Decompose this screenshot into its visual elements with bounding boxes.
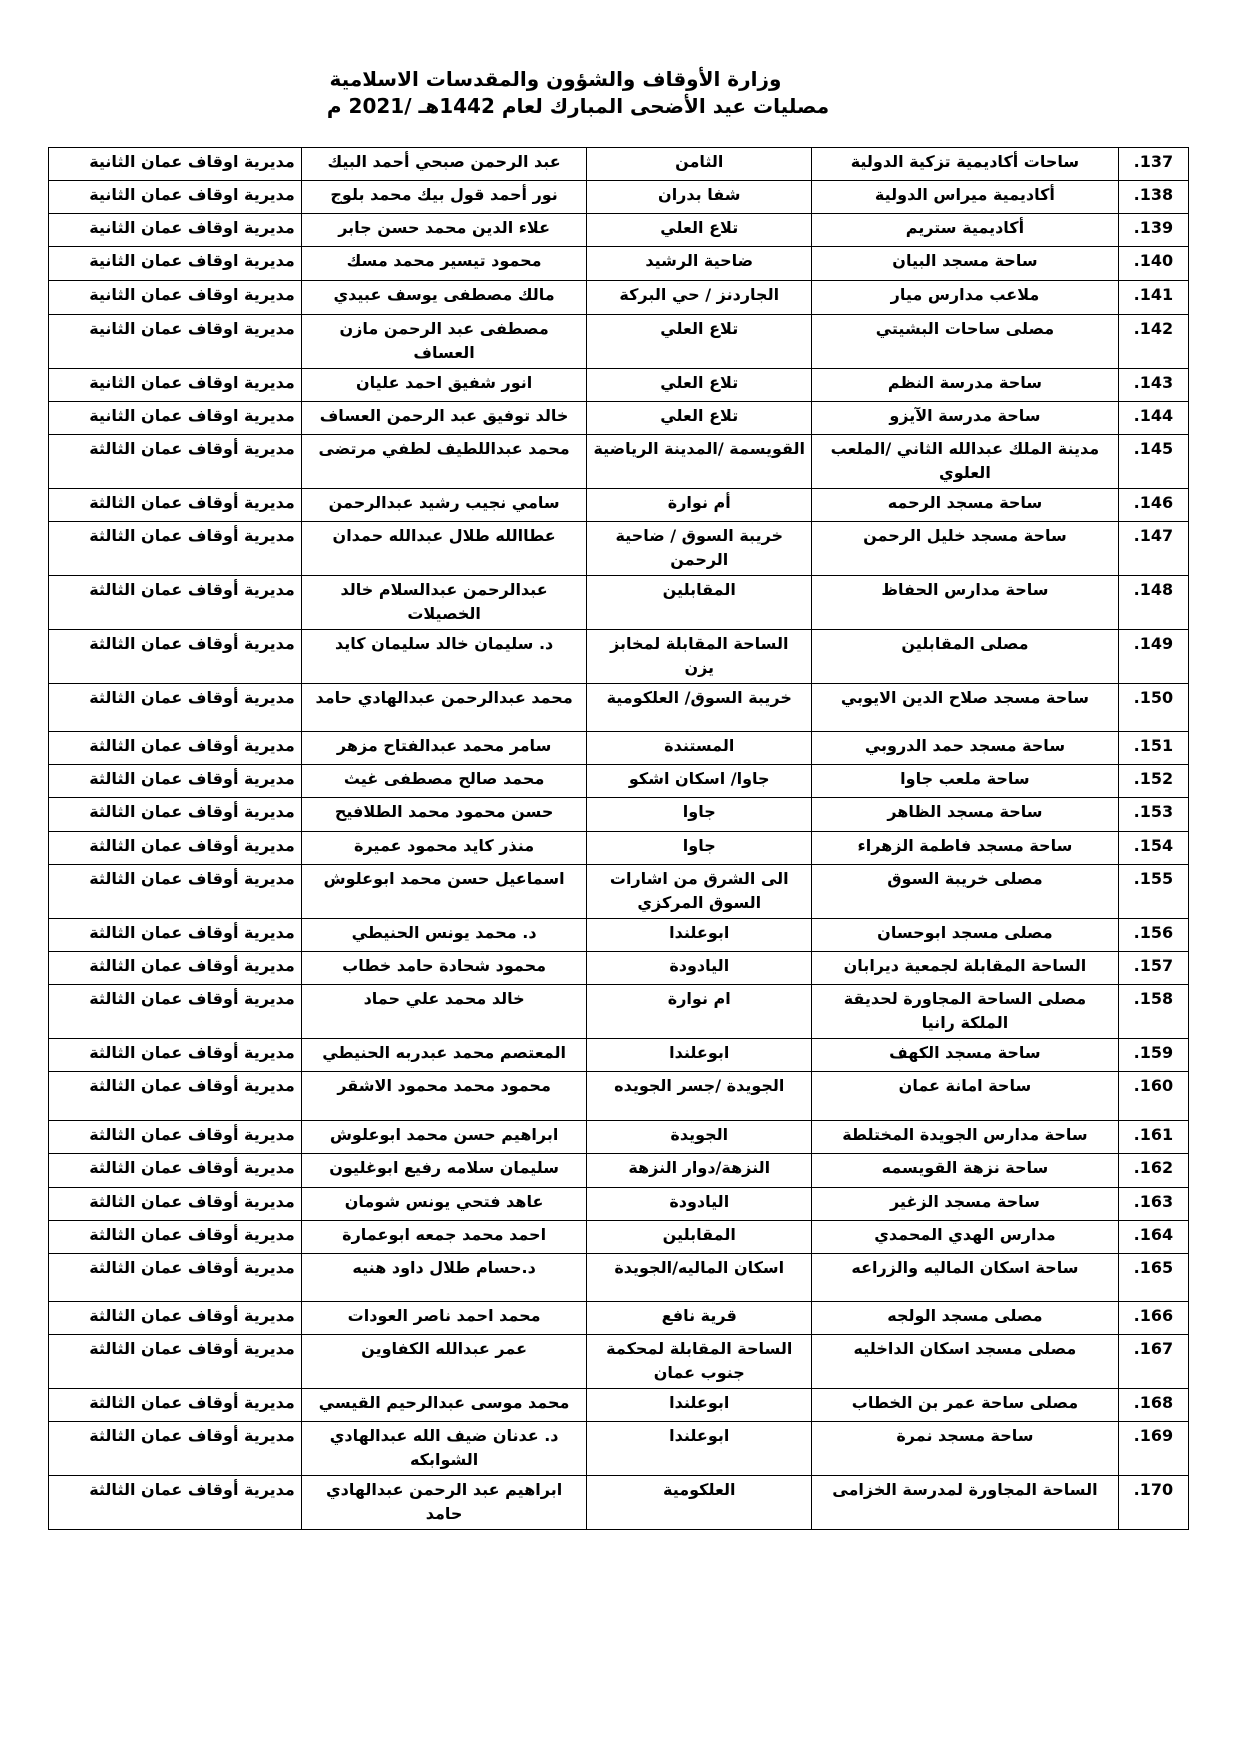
imam-name-cell: ابراهيم عبد الرحمن عبدالهادي حامد: [301, 1476, 587, 1530]
prayer-ground-cell: ساحة مسجد الظاهر: [812, 798, 1119, 832]
row-number-cell: .159: [1118, 1039, 1188, 1072]
imam-name-cell: نور أحمد قول بيك محمد بلوج: [301, 181, 587, 214]
table-row: [49, 181, 1189, 214]
row-number-cell: .158: [1118, 985, 1188, 1039]
row-number-cell: .148: [1118, 576, 1188, 630]
table-row: [49, 1335, 1189, 1389]
row-number-cell: .141: [1118, 281, 1188, 315]
prayer-ground-cell: مصلى مسجد اسكان الداخليه: [812, 1335, 1119, 1389]
row-number-cell: .157: [1118, 952, 1188, 985]
imam-name-cell: سامي نجيب رشيد عبدالرحمن: [301, 489, 587, 522]
area-cell: الجاردنز / حي البركة: [587, 281, 812, 315]
imam-name-cell: اسماعيل حسن محمد ابوعلوش: [301, 865, 587, 919]
directorate-cell: مديرية اوقاف عمان الثانية: [49, 281, 302, 315]
imam-name-cell: خالد توفيق عبد الرحمن العساف: [301, 402, 587, 435]
directorate-cell: مديرية أوقاف عمان الثالثة: [49, 1422, 302, 1476]
area-cell: الى الشرق من اشارات السوق المركزي: [587, 865, 812, 919]
area-cell: اليادودة: [587, 1188, 812, 1221]
table-row: [49, 214, 1189, 247]
row-number-cell: .144: [1118, 402, 1188, 435]
directorate-cell: مديرية اوقاف عمان الثانية: [49, 148, 302, 181]
imam-name-cell: محمود شحادة حامد خطاب: [301, 952, 587, 985]
row-number-cell: .165: [1118, 1254, 1188, 1302]
area-cell: المستندة: [587, 732, 812, 765]
area-cell: أم نوارة: [587, 489, 812, 522]
table-row: [49, 832, 1189, 865]
prayer-ground-cell: مصلى ساحة عمر بن الخطاب: [812, 1389, 1119, 1422]
imam-name-cell: محمد صالح مصطفى غيث: [301, 765, 587, 798]
directorate-cell: مديرية أوقاف عمان الثالثة: [49, 1254, 302, 1302]
table-row: [49, 1154, 1189, 1188]
area-cell: اليادودة: [587, 952, 812, 985]
area-cell: خريبة السوق / ضاحية الرحمن: [587, 522, 812, 576]
prayer-ground-cell: ساحة مسجد البيان: [812, 247, 1119, 281]
row-number-cell: .143: [1118, 369, 1188, 402]
imam-name-cell: سليمان سلامه رفيع ابوغليون: [301, 1154, 587, 1188]
row-number-cell: .170: [1118, 1476, 1188, 1530]
area-cell: الثامن: [587, 148, 812, 181]
area-cell: ابوعلندا: [587, 1389, 812, 1422]
directorate-cell: مديرية أوقاف عمان الثالثة: [49, 630, 302, 684]
table-row: [49, 1039, 1189, 1072]
area-cell: الساحة المقابلة لمخابز يزن: [587, 630, 812, 684]
row-number-cell: .153: [1118, 798, 1188, 832]
table-row: [49, 315, 1189, 369]
prayer-ground-cell: ساحة مسجد خليل الرحمن: [812, 522, 1119, 576]
table-row: [49, 1422, 1189, 1476]
directorate-cell: مديرية أوقاف عمان الثالثة: [49, 489, 302, 522]
imam-name-cell: سامر محمد عبدالفتاح مزهر: [301, 732, 587, 765]
prayer-ground-cell: ساحة نزهة القويسمه: [812, 1154, 1119, 1188]
imam-name-cell: مصطفى عبد الرحمن مازن العساف: [301, 315, 587, 369]
imam-name-cell: عبدالرحمن عبدالسلام خالد الخصيلات: [301, 576, 587, 630]
prayer-ground-cell: مصلى ساحات البشيتي: [812, 315, 1119, 369]
prayer-ground-cell: ساحة ملعب جاوا: [812, 765, 1119, 798]
table-row: [49, 798, 1189, 832]
prayer-ground-cell: مدارس الهدي المحمدي: [812, 1221, 1119, 1254]
imam-name-cell: محمود تيسير محمد مسك: [301, 247, 587, 281]
directorate-cell: مديرية اوقاف عمان الثانية: [49, 402, 302, 435]
directorate-cell: مديرية أوقاف عمان الثالثة: [49, 765, 302, 798]
table-row: [49, 1389, 1189, 1422]
row-number-cell: .138: [1118, 181, 1188, 214]
directorate-cell: مديرية أوقاف عمان الثالثة: [49, 435, 302, 489]
area-cell: تلاع العلي: [587, 402, 812, 435]
area-cell: ابوعلندا: [587, 1422, 812, 1476]
table-row: [49, 435, 1189, 489]
table-row: [49, 684, 1189, 732]
directorate-cell: مديرية اوقاف عمان الثانية: [49, 214, 302, 247]
document-subtitle: مصليات عيد الأضحى المبارك لعام 1442هـ /2021 م: [326, 94, 830, 118]
prayer-ground-cell: ساحة مسجد الزغير: [812, 1188, 1119, 1221]
row-number-cell: .149: [1118, 630, 1188, 684]
imam-name-cell: محمد عبدالرحمن عبدالهادي حامد: [301, 684, 587, 732]
table-row: [49, 1254, 1189, 1302]
directorate-cell: مديرية أوقاف عمان الثالثة: [49, 985, 302, 1039]
table-row: [49, 576, 1189, 630]
row-number-cell: .150: [1118, 684, 1188, 732]
table-row: [49, 489, 1189, 522]
table-row: [49, 1221, 1189, 1254]
table-row: [49, 369, 1189, 402]
directorate-cell: مديرية اوقاف عمان الثانية: [49, 181, 302, 214]
table-row: [49, 1302, 1189, 1335]
row-number-cell: .140: [1118, 247, 1188, 281]
imam-name-cell: عطاالله طلال عبدالله حمدان: [301, 522, 587, 576]
directorate-cell: مديرية اوقاف عمان الثانية: [49, 315, 302, 369]
imam-name-cell: علاء الدين محمد حسن جابر: [301, 214, 587, 247]
imam-name-cell: ابراهيم حسن محمد ابوعلوش: [301, 1121, 587, 1154]
table-row: [49, 148, 1189, 181]
imam-name-cell: مالك مصطفى يوسف عبيدي: [301, 281, 587, 315]
directorate-cell: مديرية أوقاف عمان الثالثة: [49, 1039, 302, 1072]
table-row: [49, 522, 1189, 576]
row-number-cell: .147: [1118, 522, 1188, 576]
table-row: [49, 952, 1189, 985]
row-number-cell: .145: [1118, 435, 1188, 489]
directorate-cell: مديرية أوقاف عمان الثالثة: [49, 732, 302, 765]
prayer-ground-cell: مصلى مسجد ابوحسان: [812, 919, 1119, 952]
row-number-cell: .169: [1118, 1422, 1188, 1476]
area-cell: جاوا: [587, 832, 812, 865]
table-row: [49, 402, 1189, 435]
prayer-ground-cell: ساحة اسكان الماليه والزراعه: [812, 1254, 1119, 1302]
area-cell: خريبة السوق/ العلكومية: [587, 684, 812, 732]
table-row: [49, 865, 1189, 919]
row-number-cell: .160: [1118, 1072, 1188, 1121]
table-row: [49, 1072, 1189, 1121]
imam-name-cell: د.حسام طلال داود هنيه: [301, 1254, 587, 1302]
prayer-ground-cell: مصلى المقابلين: [812, 630, 1119, 684]
prayer-ground-cell: مصلى خريبة السوق: [812, 865, 1119, 919]
area-cell: النزهة/دوار النزهة: [587, 1154, 812, 1188]
prayer-ground-cell: ساحة مسجد فاطمة الزهراء: [812, 832, 1119, 865]
directorate-cell: مديرية أوقاف عمان الثالثة: [49, 1302, 302, 1335]
prayer-ground-cell: ساحات أكاديمية تزكية الدولية: [812, 148, 1119, 181]
imam-name-cell: محمود محمد محمود الاشقر: [301, 1072, 587, 1121]
area-cell: الجويدة: [587, 1121, 812, 1154]
prayer-ground-cell: ساحة مدارس الجويدة المختلطة: [812, 1121, 1119, 1154]
imam-name-cell: خالد محمد علي حماد: [301, 985, 587, 1039]
directorate-cell: مديرية أوقاف عمان الثالثة: [49, 1121, 302, 1154]
table-row: [49, 281, 1189, 315]
directorate-cell: مديرية أوقاف عمان الثالثة: [49, 684, 302, 732]
prayer-grounds-table: [48, 147, 1189, 1530]
directorate-cell: مديرية اوقاف عمان الثانية: [49, 369, 302, 402]
imam-name-cell: عمر عبدالله الكفاوين: [301, 1335, 587, 1389]
prayer-ground-cell: مدينة الملك عبدالله الثاني /الملعب العلوي: [812, 435, 1119, 489]
directorate-cell: مديرية أوقاف عمان الثالثة: [49, 1072, 302, 1121]
imam-name-cell: محمد احمد ناصر العودات: [301, 1302, 587, 1335]
table-row: [49, 919, 1189, 952]
row-number-cell: .142: [1118, 315, 1188, 369]
area-cell: الجويدة /جسر الجويده: [587, 1072, 812, 1121]
prayer-ground-cell: أكاديمية ستريم: [812, 214, 1119, 247]
table-row: [49, 765, 1189, 798]
row-number-cell: .137: [1118, 148, 1188, 181]
table-row: [49, 1188, 1189, 1221]
imam-name-cell: انور شفيق احمد عليان: [301, 369, 587, 402]
imam-name-cell: احمد محمد جمعه ابوعمارة: [301, 1221, 587, 1254]
area-cell: شفا بدران: [587, 181, 812, 214]
directorate-cell: مديرية أوقاف عمان الثالثة: [49, 1188, 302, 1221]
document-header: [0, 66, 1241, 120]
area-cell: قرية نافع: [587, 1302, 812, 1335]
imam-name-cell: د. محمد يونس الحنيطي: [301, 919, 587, 952]
area-cell: ابوعلندا: [587, 919, 812, 952]
imam-name-cell: عاهد فتحي يونس شومان: [301, 1188, 587, 1221]
prayer-ground-cell: ساحة مدرسة النظم: [812, 369, 1119, 402]
prayer-ground-cell: ساحة مسجد حمد الدروبي: [812, 732, 1119, 765]
row-number-cell: .155: [1118, 865, 1188, 919]
imam-name-cell: منذر كايد محمود عميرة: [301, 832, 587, 865]
area-cell: تلاع العلي: [587, 369, 812, 402]
imam-name-cell: عبد الرحمن صبحي أحمد البيك: [301, 148, 587, 181]
area-cell: العلكومية: [587, 1476, 812, 1530]
imam-name-cell: المعتصم محمد عبدربه الحنيطي: [301, 1039, 587, 1072]
directorate-cell: مديرية أوقاف عمان الثالثة: [49, 919, 302, 952]
prayer-ground-cell: ساحة مسجد الكهف: [812, 1039, 1119, 1072]
directorate-cell: مديرية أوقاف عمان الثالثة: [49, 1154, 302, 1188]
table-row: [49, 985, 1189, 1039]
row-number-cell: .164: [1118, 1221, 1188, 1254]
imam-name-cell: د. سليمان خالد سليمان كايد: [301, 630, 587, 684]
table-row: [49, 732, 1189, 765]
prayer-ground-cell: ساحة مسجد الرحمه: [812, 489, 1119, 522]
prayer-ground-cell: مصلى الساحة المجاورة لحديقة الملكة رانيا: [812, 985, 1119, 1039]
directorate-cell: مديرية أوقاف عمان الثالثة: [49, 1476, 302, 1530]
row-number-cell: .139: [1118, 214, 1188, 247]
prayer-ground-cell: الساحة المقابلة لجمعية ديرابان: [812, 952, 1119, 985]
directorate-cell: مديرية أوقاف عمان الثالثة: [49, 522, 302, 576]
row-number-cell: .161: [1118, 1121, 1188, 1154]
prayer-ground-cell: ساحة مسجد صلاح الدين الايوبي: [812, 684, 1119, 732]
imam-name-cell: د. عدنان ضيف الله عبدالهادي الشوابكه: [301, 1422, 587, 1476]
area-cell: القويسمة /المدينة الرياضية: [587, 435, 812, 489]
ministry-title: وزارة الأوقاف والشؤون والمقدسات الاسلامية: [329, 67, 782, 91]
area-cell: ام نوارة: [587, 985, 812, 1039]
imam-name-cell: محمد عبداللطيف لطفي مرتضى: [301, 435, 587, 489]
directorate-cell: مديرية أوقاف عمان الثالثة: [49, 1335, 302, 1389]
area-cell: تلاع العلي: [587, 214, 812, 247]
row-number-cell: .168: [1118, 1389, 1188, 1422]
prayer-ground-cell: ملاعب مدارس ميار: [812, 281, 1119, 315]
row-number-cell: .156: [1118, 919, 1188, 952]
row-number-cell: .167: [1118, 1335, 1188, 1389]
prayer-ground-cell: مصلى مسجد الولجه: [812, 1302, 1119, 1335]
table-body: [49, 148, 1189, 1530]
directorate-cell: مديرية أوقاف عمان الثالثة: [49, 1389, 302, 1422]
row-number-cell: .151: [1118, 732, 1188, 765]
table-row: [49, 1121, 1189, 1154]
area-cell: الساحة المقابلة لمحكمة جنوب عمان: [587, 1335, 812, 1389]
row-number-cell: .154: [1118, 832, 1188, 865]
area-cell: المقابلين: [587, 1221, 812, 1254]
prayer-ground-cell: أكاديمية ميراس الدولية: [812, 181, 1119, 214]
row-number-cell: .166: [1118, 1302, 1188, 1335]
row-number-cell: .162: [1118, 1154, 1188, 1188]
directorate-cell: مديرية أوقاف عمان الثالثة: [49, 576, 302, 630]
directorate-cell: مديرية اوقاف عمان الثانية: [49, 247, 302, 281]
area-cell: اسكان الماليه/الجويدة: [587, 1254, 812, 1302]
prayer-ground-cell: ساحة مدرسة الآيزو: [812, 402, 1119, 435]
area-cell: تلاع العلي: [587, 315, 812, 369]
imam-name-cell: حسن محمود محمد الطلافيح: [301, 798, 587, 832]
table-row: [49, 1476, 1189, 1530]
row-number-cell: .152: [1118, 765, 1188, 798]
area-cell: جاوا: [587, 798, 812, 832]
directorate-cell: مديرية أوقاف عمان الثالثة: [49, 1221, 302, 1254]
row-number-cell: .163: [1118, 1188, 1188, 1221]
prayer-ground-cell: ساحة مسجد نمرة: [812, 1422, 1119, 1476]
directorate-cell: مديرية أوقاف عمان الثالثة: [49, 952, 302, 985]
directorate-cell: مديرية أوقاف عمان الثالثة: [49, 798, 302, 832]
directorate-cell: مديرية أوقاف عمان الثالثة: [49, 832, 302, 865]
area-cell: المقابلين: [587, 576, 812, 630]
area-cell: ابوعلندا: [587, 1039, 812, 1072]
directorate-cell: مديرية أوقاف عمان الثالثة: [49, 865, 302, 919]
table-row: [49, 247, 1189, 281]
prayer-ground-cell: الساحة المجاورة لمدرسة الخزامى: [812, 1476, 1119, 1530]
area-cell: جاوا/ اسكان اشكو: [587, 765, 812, 798]
row-number-cell: .146: [1118, 489, 1188, 522]
imam-name-cell: محمد موسى عبدالرحيم القيسي: [301, 1389, 587, 1422]
prayer-ground-cell: ساحة امانة عمان: [812, 1072, 1119, 1121]
table-row: [49, 630, 1189, 684]
area-cell: ضاحية الرشيد: [587, 247, 812, 281]
prayer-ground-cell: ساحة مدارس الحفاظ: [812, 576, 1119, 630]
